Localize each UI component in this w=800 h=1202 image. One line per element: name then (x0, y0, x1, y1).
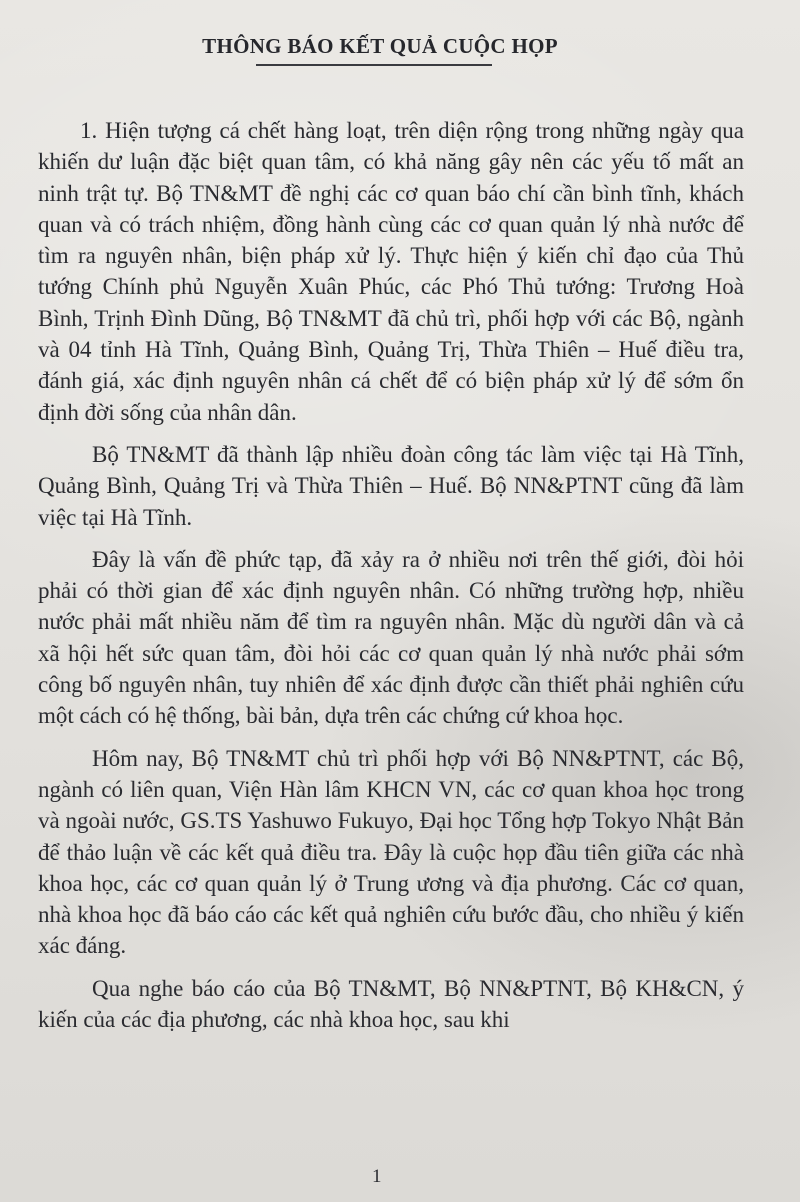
title-underline (256, 64, 492, 66)
paragraph-4: Hôm nay, Bộ TN&MT chủ trì phối hợp với Bộ NN&PTNT, các Bộ, ngành có liên quan, Viện Hàn lâm KHCN VN, các cơ quan khoa học trong và ngoài nước, GS.TS Yashuwo Fukuyo, Đại học Tổng hợp Tokyo Nhật Bản để thảo luận về các kết quả điều tra. Đây là cuộc họp đầu tiên giữa các nhà khoa học, các cơ quan quản lý ở Trung ương và địa phương. Các cơ quan, nhà khoa học đã báo cáo các kết quả nghiên cứu bước đầu, cho nhiều ý kiến xác đáng. (38, 745, 744, 959)
document-title: THÔNG BÁO KẾT QUẢ CUỘC HỌP (202, 34, 558, 58)
paragraph-5: Qua nghe báo cáo của Bộ TN&MT, Bộ NN&PTNT, Bộ KH&CN, ý kiến của các địa phương, các nhà khoa học, sau khi (38, 975, 744, 1033)
paragraph-2: Bộ TN&MT đã thành lập nhiều đoàn công tác làm việc tại Hà Tĩnh, Quảng Bình, Quảng Trị và Thừa Thiên – Huế. Bộ NN&PTNT cũng đã làm việc tại Hà Tĩnh. (38, 441, 744, 530)
paragraph-3: Đây là vấn đề phức tạp, đã xảy ra ở nhiều nơi trên thế giới, đòi hỏi phải có thời gian để xác định nguyên nhân. Có những trường hợp, nhiều nước phải mất nhiều năm để tìm ra nguyên nhân. Mặc dù người dân và cả xã hội hết sức quan tâm, đòi hỏi các cơ quan quản lý nhà nước phải sớm công bố nguyên nhân, tuy nhiên để xác định được cần thiết phải nghiên cứu một cách có hệ thống, bài bản, dựa trên các chứng cứ khoa học. (38, 546, 744, 729)
document-body (38, 115, 744, 1046)
page-number: 1 (372, 1166, 382, 1187)
paragraph-1: 1. Hiện tượng cá chết hàng loạt, trên diện rộng trong những ngày qua khiến dư luận đặc biệt quan tâm, có khả năng gây nên các yếu tố mất an ninh trật tự. Bộ TN&MT đề nghị các cơ quan báo chí cần bình tĩnh, khách quan và có trách nhiệm, đồng hành cùng các cơ quan quản lý nhà nước để tìm ra nguyên nhân, biện pháp xử lý. Thực hiện ý kiến chỉ đạo của Thủ tướng Chính phủ Nguyễn Xuân Phúc, các Phó Thủ tướng: Trương Hoà Bình, Trịnh Đình Dũng, Bộ TN&MT đã chủ trì, phối hợp với các Bộ, ngành và 04 tỉnh Hà Tĩnh, Quảng Bình, Quảng Trị, Thừa Thiên – Huế điều tra, đánh giá, xác định nguyên nhân cá chết để có biện pháp xử lý để sớm ổn định đời sống của nhân dân. (38, 118, 744, 425)
